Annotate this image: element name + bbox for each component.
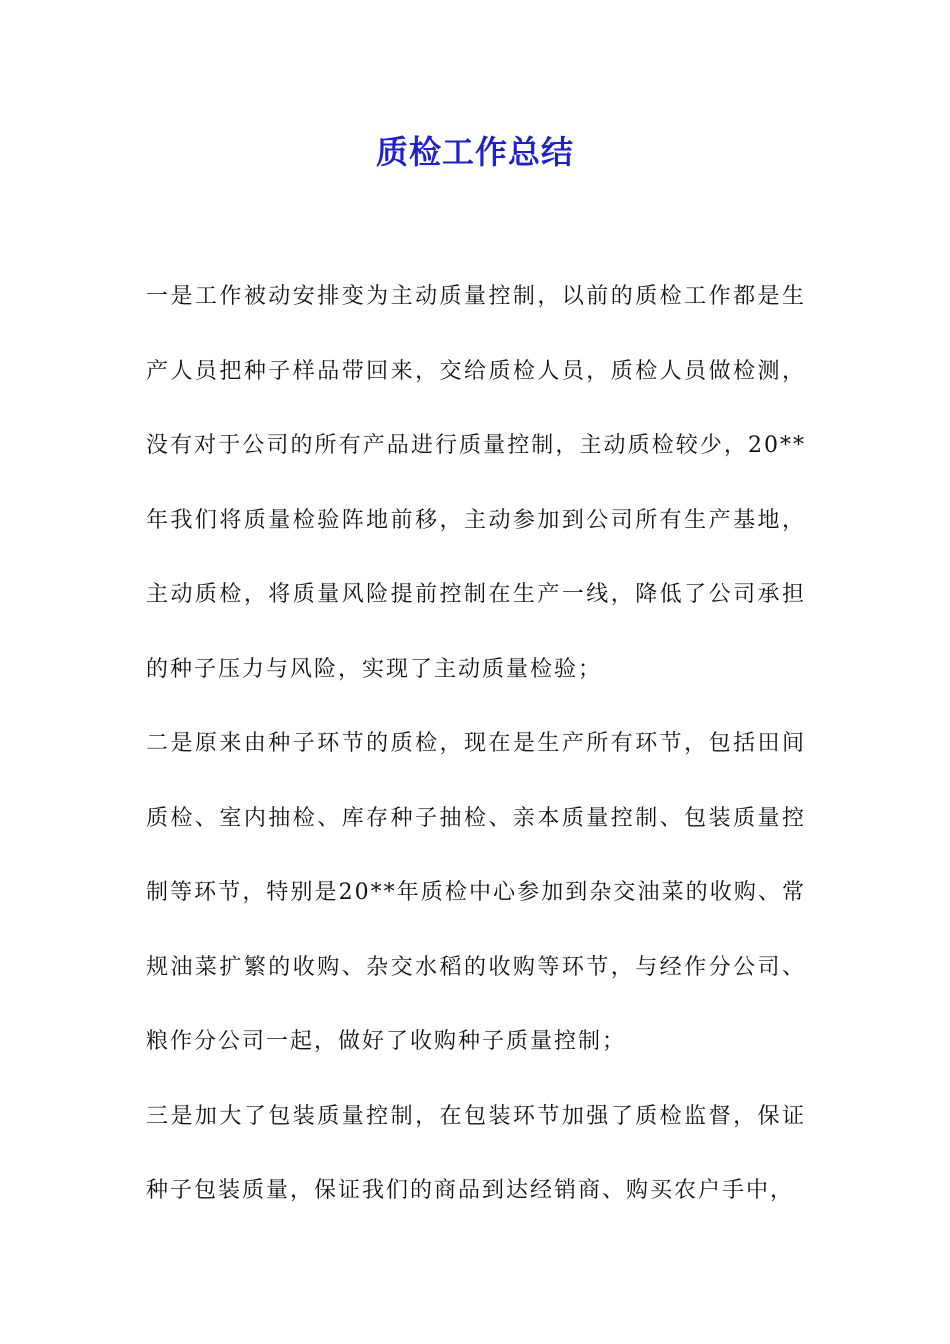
document-title: 质检工作总结	[375, 133, 574, 171]
paragraph-3: 三是加大了包装质量控制，在包装环节加强了质检监督，保证种子包装质量，保证我们的商品到达经销商、购买农户手中，	[146, 1103, 806, 1203]
paragraph-1: 一是工作被动安排变为主动质量控制，以前的质检工作都是生产人员把种子样品带回来，交给质检人员，质检人员做检测，没有对于公司的所有产品进行质量控制，主动质检较少，20**年我们将质量检验阵地前移，主动参加到公司所有生产基地，主动质检，将质量风险提前控制在生产一线，降低了公司承担的种子压力与风险，实现了主动质量检验；	[146, 284, 806, 682]
document-body	[146, 260, 806, 1229]
paragraph-2: 二是原来由种子环节的质检，现在是生产所有环节，包括田间质检、室内抽检、库存种子抽检、亲本质量控制、包装质量控制等环节，特别是20**年质检中心参加到杂交油菜的收购、常规油菜扩繁的收购、杂交水稻的收购等环节，与经作分公司、粮作分公司一起，做好了收购种子质量控制；	[146, 731, 806, 1054]
